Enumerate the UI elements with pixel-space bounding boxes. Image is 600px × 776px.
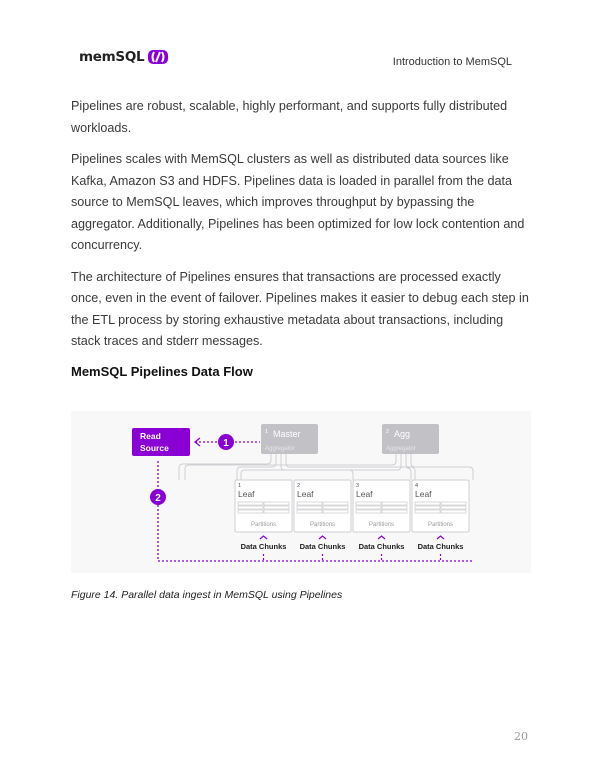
leaf-index: 3 [356,482,360,489]
step-2-badge: 2 [155,492,161,504]
leaf-index: 4 [415,482,419,489]
leaf-node [353,480,410,561]
partitions-label: Partitions [427,521,454,528]
leaf-index: 1 [238,482,242,489]
aggregator-name: Master [273,428,301,439]
partition-icon [297,502,322,513]
memsql-logo [79,49,169,65]
logo-text: memSQL [79,49,145,65]
partition-icon [382,502,407,513]
partition-icon [238,502,263,513]
aggregator-index: 1 [265,428,269,435]
step-1-badge: 1 [223,437,229,449]
partition-icon [415,502,440,513]
aggregator-name: Agg [394,428,411,439]
partition-icon [356,502,381,513]
leaf-name: Leaf [238,488,255,499]
read-source-label: Source [140,442,169,453]
child-aggregator [382,424,439,454]
leaf-name: Leaf [297,488,314,499]
leaf-node [235,480,292,561]
paragraph: Pipelines scales with MemSQL clusters as well as distributed data sources like Kafka, Amazon S3 and HDFS. Pipelines data is loaded in parallel from the data source to MemSQL leaves, which improves throughput by bypassing the aggregator. Additionally, Pipelines has been optimized for low lock contention and concurrency. [71,152,525,252]
leaf-name: Leaf [415,488,432,499]
data-chunks-label: Data Chunks [358,541,405,551]
pipelines-data-flow-diagram [71,411,531,573]
leaf-node [412,480,469,561]
figure-caption: Figure 14. Parallel data ingest in MemSQL using Pipelines [71,588,343,601]
data-chunks-label: Data Chunks [417,541,464,551]
page-number: 20 [514,730,528,743]
partitions-label: Partitions [368,521,395,528]
header-title: Introduction to MemSQL [392,56,512,68]
section-heading: MemSQL Pipelines Data Flow [71,363,253,379]
paragraph: The architecture of Pipelines ensures that transactions are processed exactly once, even in the event of failover. Pipelines makes it easier to debug each step in the ETL process by storing exhaustive metadata about transactions, including stack traces and stderr messages. [71,269,529,348]
data-chunks-label: Data Chunks [299,541,346,551]
read-source-box [132,428,190,456]
partitions-label: Partitions [309,521,336,528]
page-content [71,90,531,602]
partition-icon [441,502,466,513]
master-aggregator [261,424,318,454]
partition-icon [264,502,289,513]
leaf-name: Leaf [356,488,373,499]
partition-icon [323,502,348,513]
page-header [0,0,600,90]
partitions-label: Partitions [250,521,277,528]
leaf-nodes [235,480,469,561]
paragraph: Pipelines are robust, scalable, highly performant, and supports fully distributed workloads. [71,99,508,135]
connector-lines [179,454,473,480]
aggregator-sub: Aggregator [386,445,416,452]
leaf-index: 2 [297,482,301,489]
read-source-label: Read [140,430,161,441]
data-chunks-label: Data Chunks [240,541,287,551]
step-1-arrow [195,434,260,450]
aggregator-index: 2 [386,428,390,435]
aggregator-sub: Aggregator [265,445,295,452]
leaf-node [294,480,351,561]
memsql-logo-mark-icon [147,49,169,65]
